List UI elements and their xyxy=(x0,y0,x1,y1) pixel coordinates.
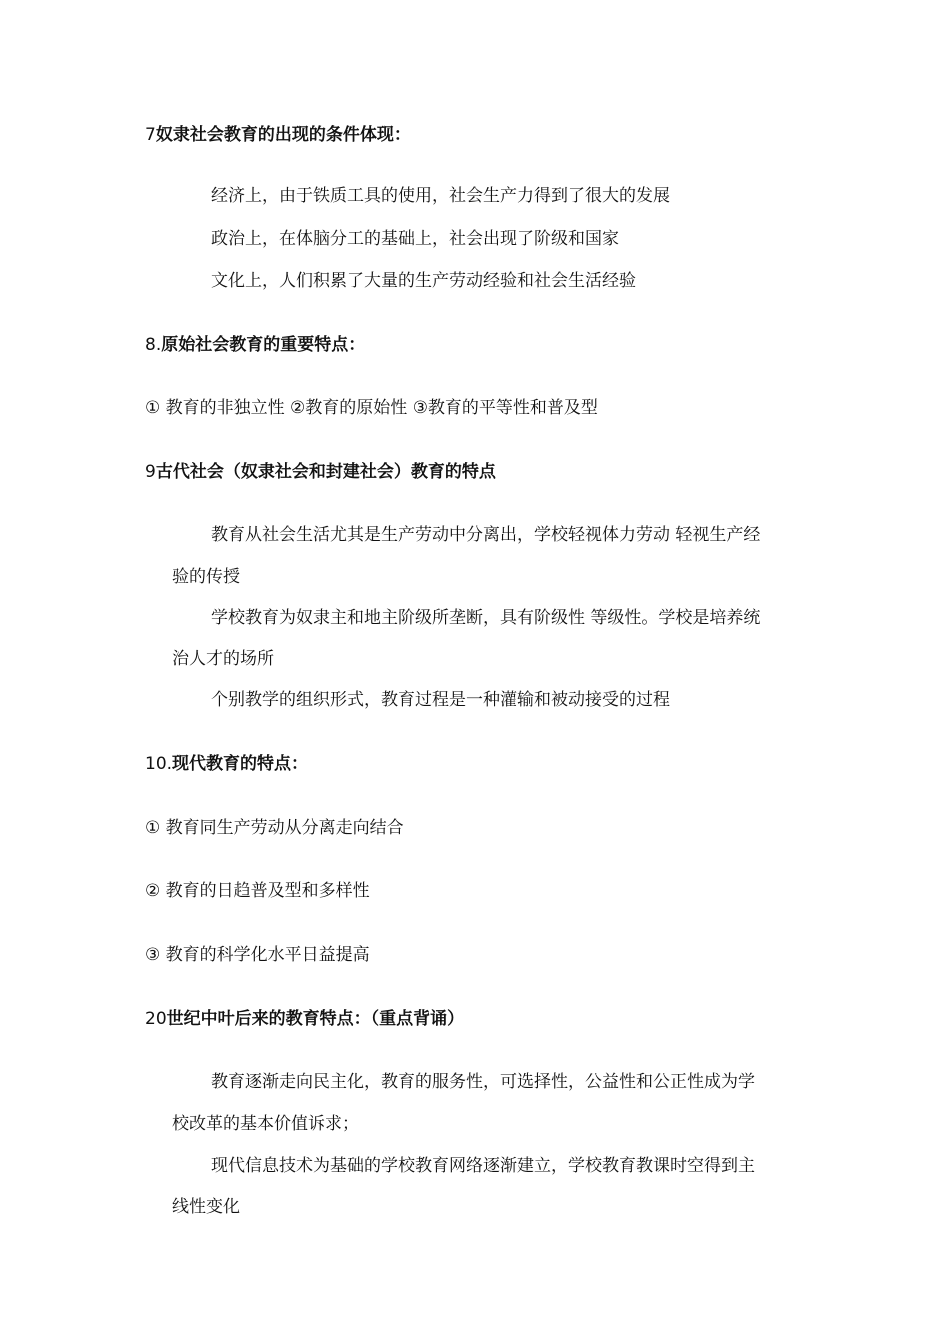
paragraph-line: 现代信息技术为基础的学校教育网络逐渐建立，学校教育教课时空得到主 xyxy=(211,1156,755,1176)
heading-number: 10. xyxy=(145,754,173,774)
heading-text: 世纪中叶后来的教育特点：（重点背诵） xyxy=(166,1009,465,1029)
heading-section-20th-century xyxy=(145,1008,464,1030)
heading-number: 8. xyxy=(145,335,162,355)
paragraph-line: 文化上，人们积累了大量的生产劳动经验和社会生活经验 xyxy=(211,271,636,291)
paragraph-line: 校改革的基本价值诉求； xyxy=(172,1114,359,1134)
paragraph-line: 治人才的场所 xyxy=(172,649,274,669)
list-item: ③ 教育的科学化水平日益提高 xyxy=(145,945,370,965)
heading-number: 20 xyxy=(145,1009,167,1029)
heading-section-10 xyxy=(145,753,308,775)
list-item: ② 教育的日趋普及型和多样性 xyxy=(145,881,370,901)
paragraph-line: 个别教学的组织形式，教育过程是一种灌输和被动接受的过程 xyxy=(211,690,670,710)
paragraph-line: ① 教育的非独立性 ②教育的原始性 ③教育的平等性和普及型 xyxy=(145,398,598,418)
paragraph-line: 政治上，在体脑分工的基础上，社会出现了阶级和国家 xyxy=(211,229,619,249)
paragraph-line: 教育从社会生活尤其是生产劳动中分离出，学校轻视体力劳动 轻视生产经 xyxy=(211,525,761,545)
heading-text: 原始社会教育的重要特点： xyxy=(161,335,366,355)
heading-section-7 xyxy=(145,124,411,146)
heading-text: 奴隶社会教育的出现的条件体现： xyxy=(155,125,411,145)
paragraph-line: 经济上，由于铁质工具的使用，社会生产力得到了很大的发展 xyxy=(211,186,670,206)
paragraph-line: 教育逐渐走向民主化，教育的服务性，可选择性，公益性和公正性成为学 xyxy=(211,1072,755,1092)
heading-number: 9 xyxy=(145,462,156,482)
paragraph-line: 线性变化 xyxy=(172,1197,240,1217)
list-item: ① 教育同生产劳动从分离走向结合 xyxy=(145,818,404,838)
heading-text: 现代教育的特点： xyxy=(172,754,309,774)
heading-section-9 xyxy=(145,461,496,483)
heading-number: 7 xyxy=(145,125,156,145)
paragraph-line: 学校教育为奴隶主和地主阶级所垄断，具有阶级性 等级性。学校是培养统 xyxy=(211,608,761,628)
heading-text: 古代社会（奴隶社会和封建社会）教育的特点 xyxy=(155,462,496,482)
heading-section-8 xyxy=(145,334,365,356)
paragraph-line: 验的传授 xyxy=(172,567,240,587)
